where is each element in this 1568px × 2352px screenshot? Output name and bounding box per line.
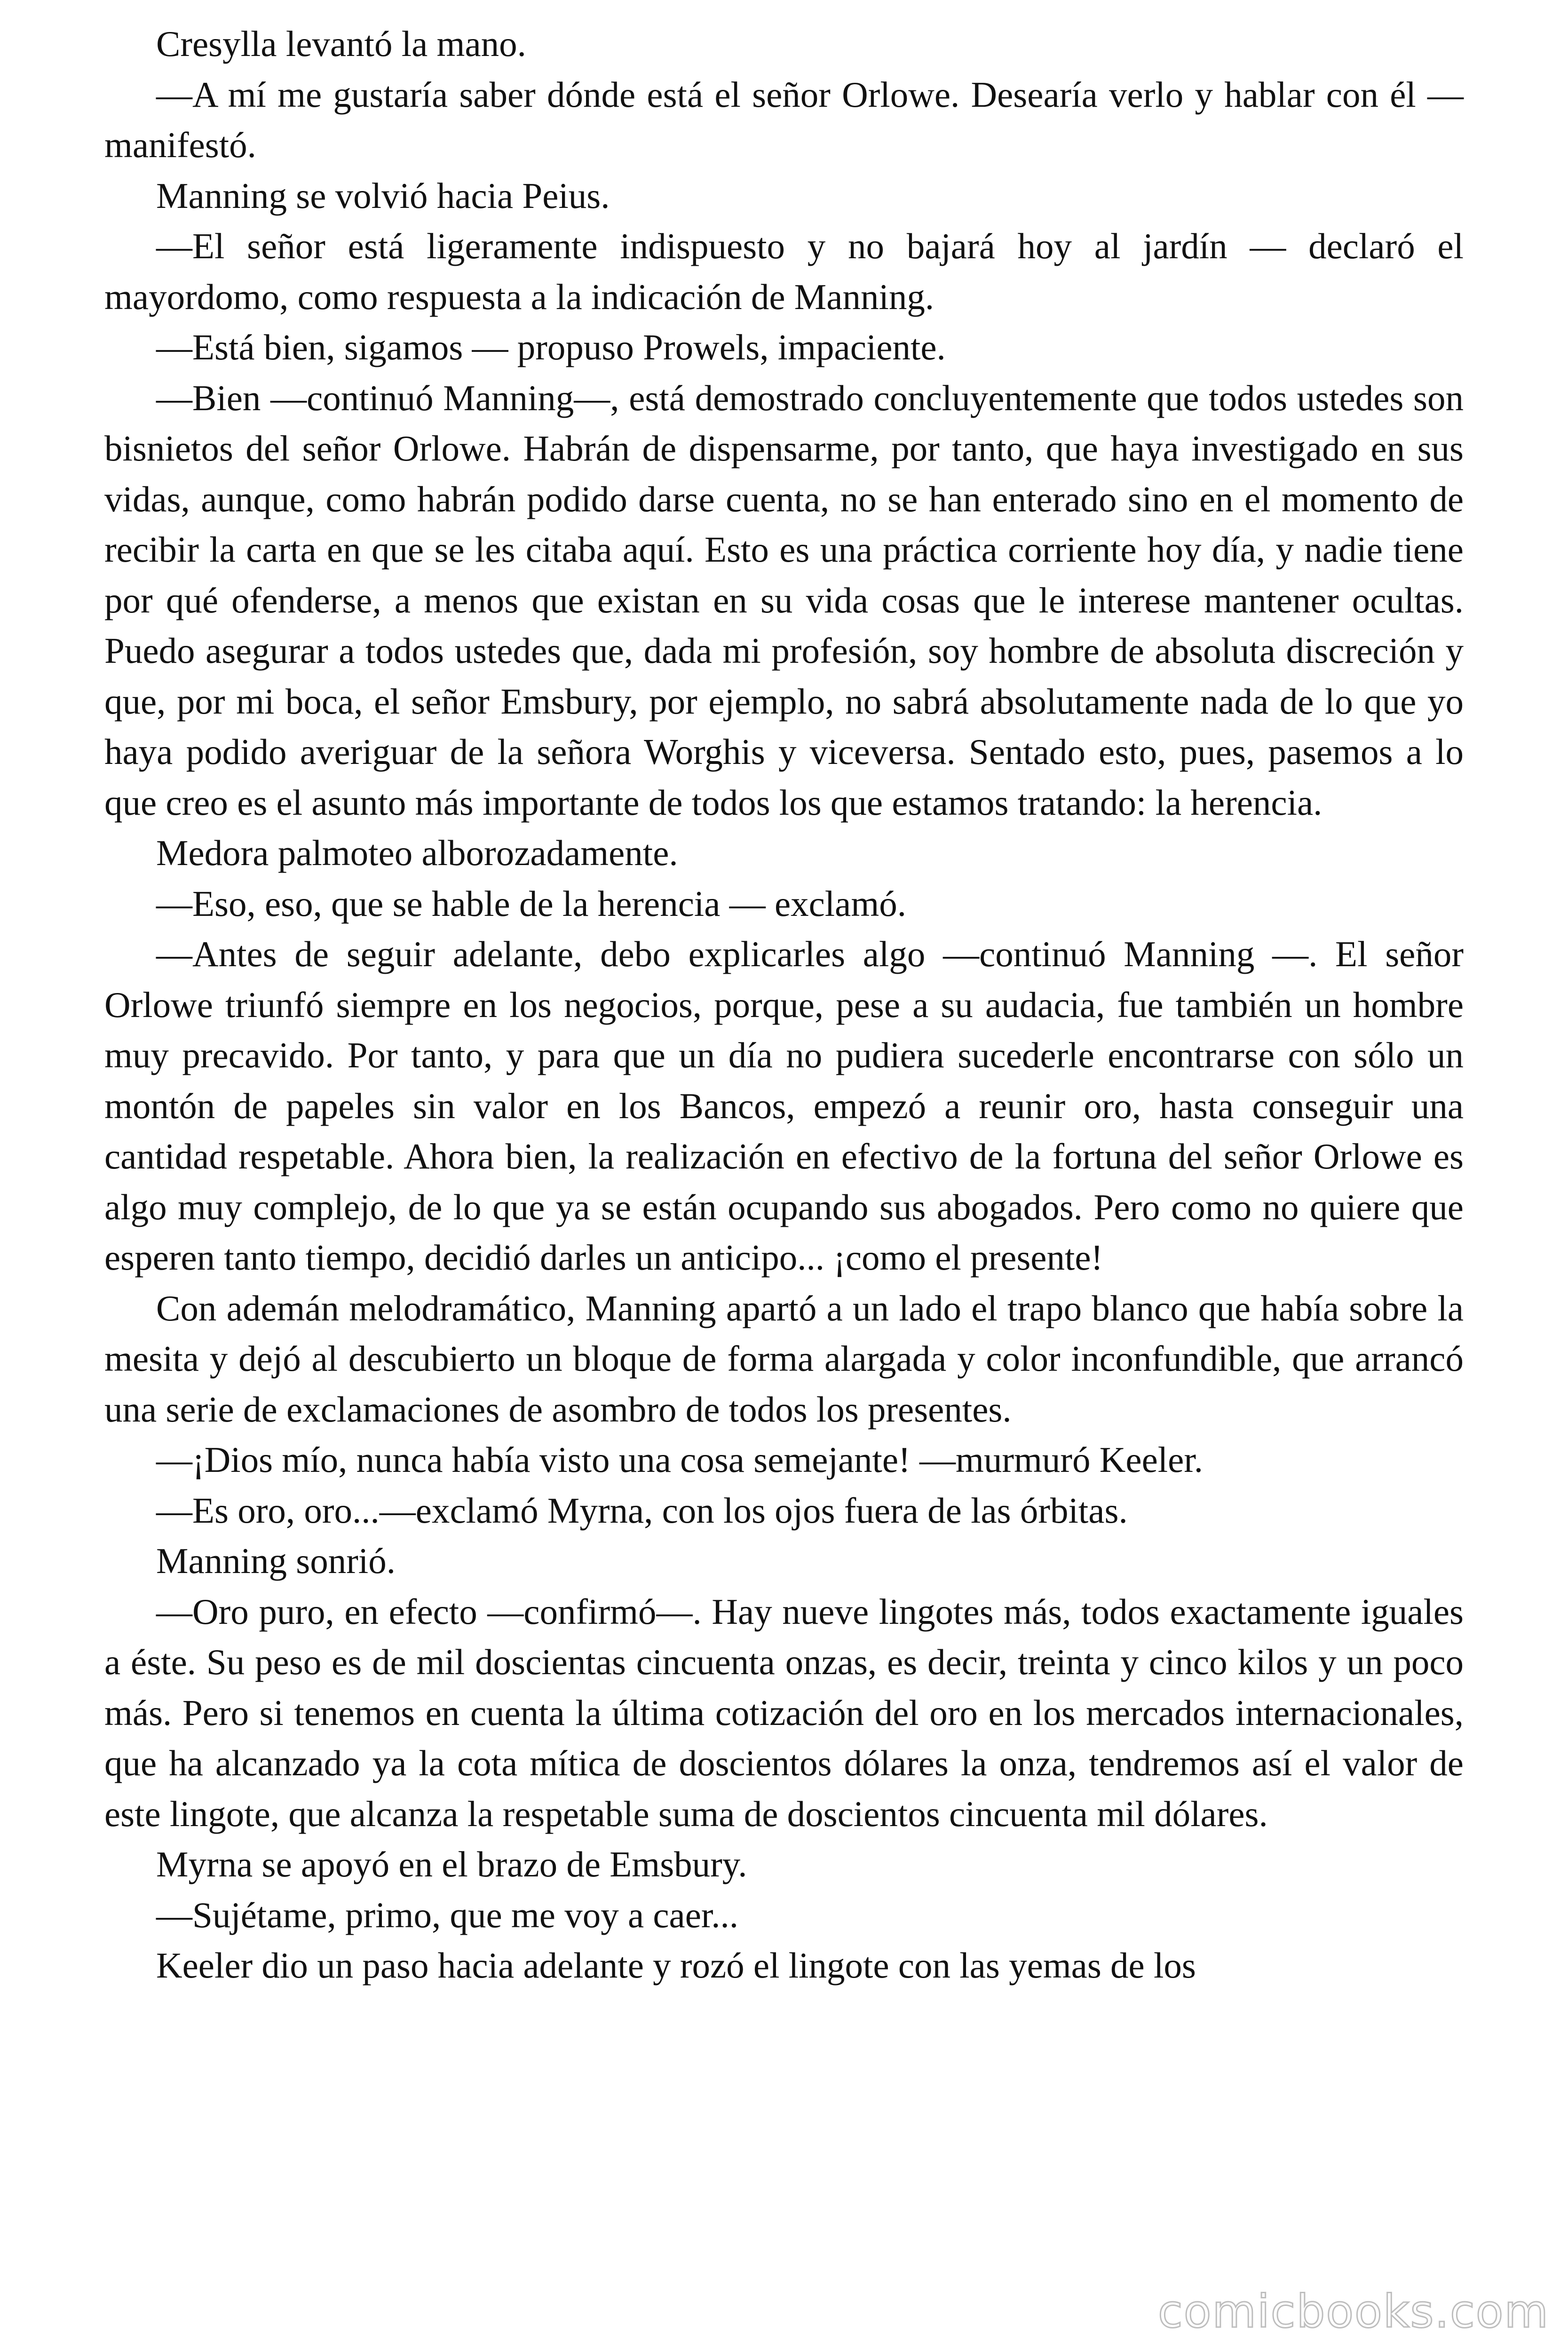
- paragraph-13: Manning sonrió.: [156, 1541, 396, 1581]
- body-text: [104, 19, 1464, 1991]
- paragraph-15: Myrna se apoyó en el brazo de Emsbury.: [156, 1844, 747, 1884]
- paragraph-14: —Oro puro, en efecto —confirmó—. Hay nueve lingotes más, todos exactamente iguales a éste. Su peso es de mil doscientas cincuenta onzas, es decir, treinta y cinco kilos y un poco más. Pero si tenemos en cuenta la última cotización del oro en los mercados internacionales, que ha alcanzado ya la cota mítica de doscientos dólares la onza, tendremos así el valor de este lingote, que alcanza la respetable suma de doscientos cincuenta mil dólares.: [104, 1591, 1464, 1834]
- paragraph-7: Medora palmoteo alborozadamente.: [156, 833, 678, 873]
- paragraph-10: Con ademán melodramático, Manning apartó a un lado el trapo blanco que había sobre la mesita y dejó al descubierto un bloque de forma alargada y color inconfundible, que arrancó una serie de exclamaciones de asombro de todos los presentes.: [104, 1287, 1464, 1430]
- paragraph-9: —Antes de seguir adelante, debo explicarles algo —continuó Manning —. El señor Orlowe triunfó siempre en los negocios, porque, pese a su audacia, fue también un hombre muy precavido. Por tanto, y para que un día no pudiera sucederle encontrarse con sólo un montón de papeles sin valor en los Bancos, empezó a reunir oro, hasta conseguir una cantidad respetable. Ahora bien, la realización en efectivo de la fortuna del señor Orlowe es algo muy complejo, de lo que ya se están ocupando sus abogados. Pero como no quiere que esperen tanto tiempo, decidió darles un anticipo... ¡como el presente!: [104, 934, 1464, 1278]
- watermark: comicbooks.com: [1157, 2285, 1549, 2338]
- paragraph-2: —A mí me gustaría saber dónde está el señor Orlowe. Desearía verlo y hablar con él —manifestó.: [104, 74, 1464, 165]
- paragraph-3: Manning se volvió hacia Peius.: [156, 175, 610, 216]
- paragraph-8: —Eso, eso, que se hable de la herencia — exclamó.: [156, 883, 907, 924]
- paragraph-12: —Es oro, oro...—exclamó Myrna, con los ojos fuera de las órbitas.: [156, 1490, 1128, 1531]
- paragraph-5: —Está bien, sigamos — propuso Prowels, impaciente.: [156, 327, 946, 367]
- paragraph-6: —Bien —continuó Manning—, está demostrado concluyentemente que todos ustedes son bisnietos del señor Orlowe. Habrán de dispensarme, por tanto, que haya investigado en sus vidas, aunque, como habrán podido darse cuenta, no se han enterado sino en el momento de recibir la carta en que se les citaba aquí. Esto es una práctica corriente hoy día, y nadie tiene por qué ofenderse, a menos que existan en su vida cosas que le interese mantener ocultas. Puedo asegurar a todos ustedes que, dada mi profesión, soy hombre de absoluta discreción y que, por mi boca, el señor Emsbury, por ejemplo, no sabrá absolutamente nada de lo que yo haya podido averiguar de la señora Worghis y viceversa. Sentado esto, pues, pasemos a lo que creo es el asunto más importante de todos los que estamos tratando: la herencia.: [104, 377, 1464, 823]
- paragraph-16: —Sujétame, primo, que me voy a caer...: [156, 1894, 739, 1935]
- paragraph-4: —El señor está ligeramente indispuesto y no bajará hoy al jardín — declaró el mayordomo, como respuesta a la indicación de Manning.: [104, 226, 1464, 317]
- paragraph-1: Cresylla levantó la mano.: [156, 24, 526, 64]
- paragraph-11: —¡Dios mío, nunca había visto una cosa semejante! —murmuró Keeler.: [156, 1439, 1203, 1480]
- paragraph-17: Keeler dio un paso hacia adelante y rozó el lingote con las yemas de los: [156, 1945, 1196, 1986]
